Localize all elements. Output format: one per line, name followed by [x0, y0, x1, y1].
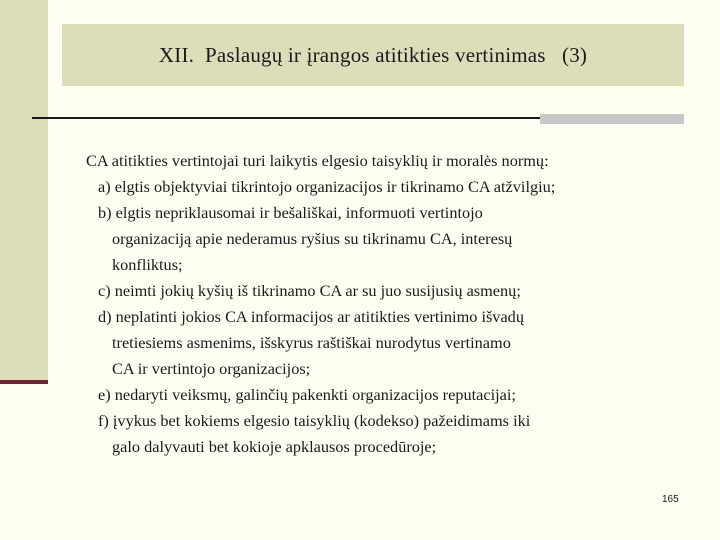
body-item-d: d) neplatinti jokios CA informacijos ar atitikties vertinimo išvadų [98, 307, 524, 326]
body-line-intro: CA atitikties vertintojai turi laikytis elgesio taisyklių ir moralės normų: [86, 151, 549, 170]
divider-accent [540, 114, 684, 124]
body-item-f-cont-1: galo dalyvauti bet kokioje apklausos procedūroje; [112, 437, 437, 456]
decorative-side-band-edge [0, 380, 48, 384]
title-box [62, 24, 684, 86]
slide-body [86, 148, 686, 460]
decorative-side-band [0, 0, 48, 380]
body-item-f: f) įvykus bet kokiems elgesio taisyklių (kodekso) pažeidimams iki [98, 411, 531, 430]
body-item-e: e) nedaryti veiksmų, galinčių pakenkti organizacijos reputacijai; [98, 385, 516, 404]
body-item-b-cont-2: konfliktus; [112, 255, 183, 274]
body-item-c: c) neimti jokių kyšių iš tikrinamo CA ar su juo susijusių asmenų; [98, 281, 521, 300]
body-item-b-cont-1: organizaciją apie nederamus ryšius su tikrinamu CA, interesų [112, 229, 513, 248]
body-item-b: b) elgtis nepriklausomai ir bešališkai, informuoti vertintojo [98, 203, 483, 222]
body-item-a: a) elgtis objektyviai tikrintojo organizacijos ir tikrinamo CA atžvilgiu; [98, 177, 556, 196]
body-item-d-cont-1: tretiesiems asmenims, išskyrus raštiškai nurodytus vertinamo [112, 333, 511, 352]
slide-title: XII. Paslaugų ir įrangos atitikties vertinimas (3) [158, 42, 588, 67]
body-item-d-cont-2: CA ir vertintojo organizacijos; [112, 359, 311, 378]
page-number: 165 [662, 494, 679, 505]
